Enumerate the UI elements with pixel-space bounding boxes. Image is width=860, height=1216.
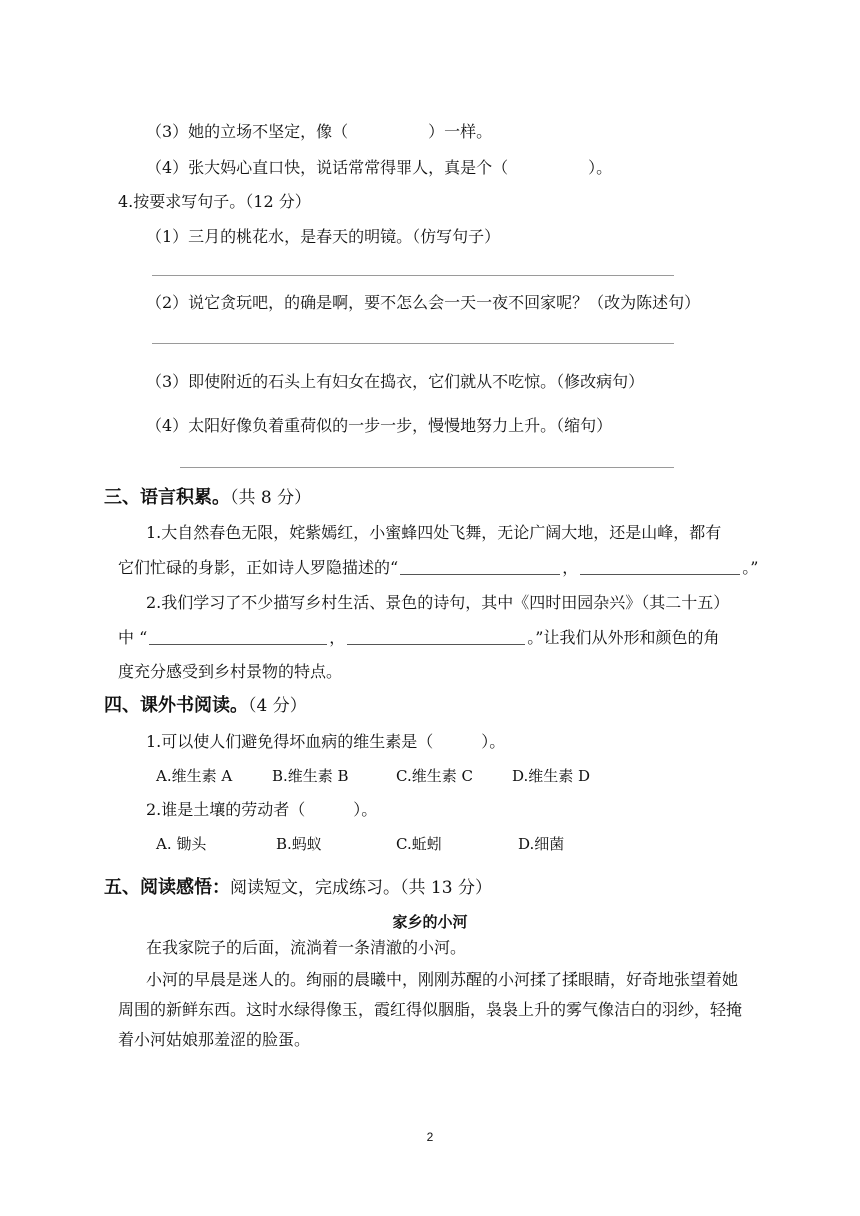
s3-q2-end: 。”让我们从外形和颜色的角 xyxy=(527,628,720,647)
section-4-title: 四、课外书阅读。 xyxy=(104,695,248,716)
s3-q1-end: 。” xyxy=(742,558,759,577)
q4-item-4: （4）太阳好像负着重荷似的一步一步，慢慢地努力上升。（缩句） xyxy=(146,416,613,435)
section-3-heading xyxy=(104,486,311,510)
answer-line-3[interactable] xyxy=(180,467,674,468)
q4-item-3: （3）即使附近的石头上有妇女在捣衣，它们就从不吃惊。（修改病句） xyxy=(146,372,645,391)
s3-q2-text: 中 “ xyxy=(118,628,148,647)
answer-line-1[interactable] xyxy=(152,275,674,276)
s3-q2-line3: 度充分感受到乡村景物的特点。 xyxy=(118,662,343,681)
q3-item-4: （4）张大妈心直口快，说话常常得罪人，真是个（ ）。 xyxy=(146,158,613,177)
passage-paragraph-1: 在我家院子的后面，流淌着一条清澈的小河。 xyxy=(146,938,467,957)
poem-blank-2[interactable] xyxy=(580,559,740,575)
s3-q2-line1: 2.我们学习了不少描写乡村生活、景色的诗句，其中《四时田园杂兴》（其二十五） xyxy=(146,593,730,612)
q4-heading: 4.按要求写句子。（12 分） xyxy=(118,192,311,211)
s4-q2-option-a[interactable]: A. 锄头 xyxy=(156,835,207,853)
s4-q2-option-b[interactable]: B.蚂蚁 xyxy=(276,835,322,853)
s4-q1-option-a[interactable]: A.维生素 A xyxy=(156,767,233,785)
section-3-score: （共 8 分） xyxy=(230,488,312,508)
section-5-heading xyxy=(104,876,492,900)
s4-q1-option-d[interactable]: D.维生素 D xyxy=(512,767,591,785)
section-3-title: 三、语言积累。 xyxy=(104,487,230,508)
s4-q1-option-c[interactable]: C.维生素 C xyxy=(396,767,473,785)
s3-q2-line2 xyxy=(118,627,719,649)
page-number: 2 xyxy=(426,1130,434,1144)
s3-q1-text: 它们忙碌的身影，正如诗人罗隐描述的“ xyxy=(118,558,399,577)
q3-item-3: （3）她的立场不坚定，像（ ）一样。 xyxy=(146,122,493,141)
s4-q1: 1.可以使人们避免得坏血病的维生素是（ ）。 xyxy=(146,732,506,751)
s3-q1-line2 xyxy=(118,557,758,579)
s4-q2-option-c[interactable]: C.蚯蚓 xyxy=(396,835,442,853)
s4-q2-option-d[interactable]: D.细菌 xyxy=(518,835,565,853)
section-5-title: 五、阅读感悟： xyxy=(104,877,230,898)
passage-paragraph-2-line3: 着小河姑娘那羞涩的脸蛋。 xyxy=(118,1030,311,1049)
passage-title: 家乡的小河 xyxy=(392,913,468,931)
poem-blank-3[interactable] xyxy=(149,629,327,645)
poem-blank-1[interactable] xyxy=(400,559,560,575)
s4-q1-option-b[interactable]: B.维生素 B xyxy=(272,767,349,785)
poem-blank-4[interactable] xyxy=(347,629,525,645)
passage-paragraph-2-line2: 周围的新鲜东西。这时水绿得像玉，霞红得似胭脂，袅袅上升的雾气像洁白的羽纱，轻掩 xyxy=(118,1000,743,1019)
s3-q1-line1: 1.大自然春色无限，姹紫嫣红，小蜜蜂四处飞舞，无论广阔大地，还是山峰，都有 xyxy=(146,523,722,542)
section-5-intro: 阅读短文，完成练习。（共 13 分） xyxy=(230,878,492,898)
section-4-heading xyxy=(104,694,307,718)
q4-item-1: （1）三月的桃花水，是春天的明镜。（仿写句子） xyxy=(146,227,501,246)
passage-paragraph-2-line1: 小河的早晨是迷人的。绚丽的晨曦中，刚刚苏醒的小河揉了揉眼睛，好奇地张望着她 xyxy=(146,970,739,989)
s4-q2: 2.谁是土壤的劳动者（ ）。 xyxy=(146,800,378,819)
s3-q1-sep: ， xyxy=(562,558,579,577)
q4-item-2: （2）说它贪玩吧，的确是啊，要不怎么会一天一夜不回家呢？（改为陈述句） xyxy=(146,293,701,312)
section-4-score: （4 分） xyxy=(248,696,307,716)
answer-line-2[interactable] xyxy=(152,343,674,344)
s3-q2-sep: ， xyxy=(329,628,346,647)
